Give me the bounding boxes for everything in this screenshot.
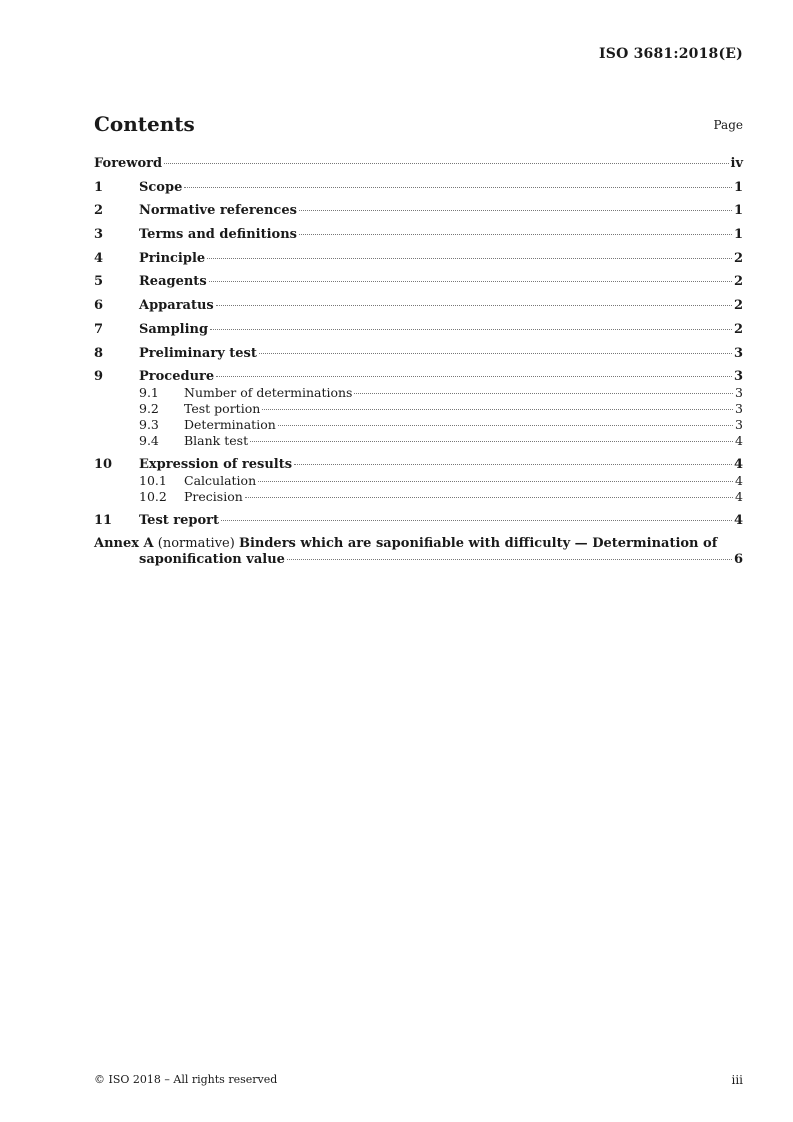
toc-subentry-number: 10.1 <box>139 472 167 488</box>
toc-subentry-label: Calculation <box>184 472 257 488</box>
toc-entry-page: iv <box>730 156 743 171</box>
dot-leader <box>207 258 732 259</box>
dot-leader <box>299 234 732 235</box>
toc-entry-label: Foreword <box>94 156 163 171</box>
page-column-heading: Page <box>713 118 743 132</box>
toc-entry-10[interactable] <box>94 457 743 473</box>
toc-subentry-number: 9.4 <box>139 433 159 449</box>
toc-subentry-10-2[interactable] <box>94 489 743 505</box>
toc-entry-number: 6 <box>94 298 104 314</box>
dot-leader <box>216 376 732 377</box>
toc-entry-number: 7 <box>94 321 104 337</box>
dot-leader <box>294 464 732 465</box>
toc-subentry-9-3[interactable] <box>94 417 743 433</box>
toc-entry-label: Reagents <box>139 274 207 290</box>
toc-subentry-page: 3 <box>735 417 743 433</box>
toc-entry-2[interactable] <box>94 203 743 219</box>
toc-entry-label: Procedure <box>139 369 215 385</box>
toc-entry-label: Scope <box>139 179 183 195</box>
toc-entry-number: 5 <box>94 274 104 290</box>
page-number: iii <box>731 1073 743 1087</box>
dot-leader <box>221 520 732 521</box>
toc-subentry-number: 9.2 <box>139 401 159 417</box>
toc-entry-11[interactable] <box>94 513 743 529</box>
toc-subentry-9-1[interactable] <box>94 385 743 401</box>
dot-leader <box>278 425 733 426</box>
toc-subentry-number: 9.1 <box>139 385 159 401</box>
toc-subentry-page: 4 <box>735 472 743 488</box>
toc-entry-9[interactable] <box>94 369 743 385</box>
document-id: ISO 3681:2018(E) <box>599 46 743 62</box>
toc-subentry-page: 4 <box>735 488 743 504</box>
toc-entry-1[interactable] <box>94 180 743 196</box>
toc-entry-page: 3 <box>733 345 743 361</box>
toc-entry-page: 2 <box>733 321 743 337</box>
toc-subentry-label: Test portion <box>184 401 261 417</box>
toc-subentry-label: Precision <box>184 488 243 504</box>
toc-entry-label: Sampling <box>139 321 209 337</box>
toc-entry-number: 3 <box>94 227 104 243</box>
toc-entry-4[interactable] <box>94 251 743 267</box>
toc-entry-label: Test report <box>139 512 220 528</box>
toc-entry-page: 2 <box>733 274 743 290</box>
dot-leader <box>209 281 732 282</box>
dot-leader <box>299 210 732 211</box>
toc-entry-page: 4 <box>733 512 743 528</box>
toc-entry-label: Terms and definitions <box>139 227 297 243</box>
toc-entry-page: 1 <box>733 203 743 219</box>
toc-entry-page: 1 <box>733 179 743 195</box>
toc-entry-number: 11 <box>94 512 113 528</box>
toc-entry-page: 4 <box>733 456 743 472</box>
annex-type: (normative) <box>157 536 235 552</box>
toc-subentry-page: 3 <box>735 385 743 401</box>
toc-entry-page: 6 <box>733 552 743 568</box>
dot-leader <box>164 163 728 164</box>
dot-leader <box>258 481 733 482</box>
toc-entry-page: 2 <box>733 298 743 314</box>
toc-entry-page: 2 <box>733 250 743 266</box>
toc-subentry-label: Number of determinations <box>184 385 353 401</box>
dot-leader <box>262 409 733 410</box>
toc-subentry-page: 4 <box>735 433 743 449</box>
toc-entry-6[interactable] <box>94 298 743 314</box>
toc-entry-8[interactable] <box>94 346 743 362</box>
copyright-notice: © ISO 2018 – All rights reserved <box>94 1073 278 1086</box>
dot-leader <box>184 187 732 188</box>
annex-prefix: Annex A <box>94 536 154 552</box>
toc-entry-label: Normative references <box>139 203 297 219</box>
toc-entry-number: 2 <box>94 203 104 219</box>
toc-entry-number: 9 <box>94 369 104 385</box>
dot-leader <box>259 353 732 354</box>
toc-subentry-page: 3 <box>735 401 743 417</box>
toc-subentry-9-4[interactable] <box>94 433 743 449</box>
toc-entry-label: Expression of results <box>139 456 293 472</box>
toc-subentry-label: Determination <box>184 417 276 433</box>
toc-entry-label: Principle <box>139 250 206 266</box>
toc-entry-number: 1 <box>94 179 104 195</box>
toc-subentry-10-1[interactable] <box>94 473 743 489</box>
dot-leader <box>250 441 733 442</box>
toc-entry-3[interactable] <box>94 227 743 243</box>
toc-subentry-number: 10.2 <box>139 488 167 504</box>
toc-entry-page: 3 <box>733 369 743 385</box>
toc-subentry-9-2[interactable] <box>94 401 743 417</box>
annex-title-line2: saponification value <box>139 552 285 568</box>
toc-entry-annex-a[interactable] <box>94 536 743 568</box>
toc-subentry-label: Blank test <box>184 433 249 449</box>
toc-entry-5[interactable] <box>94 274 743 290</box>
toc-entry-label: Preliminary test <box>139 345 257 361</box>
dot-leader <box>216 305 732 306</box>
toc-entry-number: 8 <box>94 345 104 361</box>
dot-leader <box>210 329 732 330</box>
toc-entry-number: 10 <box>94 456 113 472</box>
toc-subentry-number: 9.3 <box>139 417 159 433</box>
toc-entry-foreword[interactable] <box>94 156 743 172</box>
page-title: Contents <box>94 112 195 136</box>
dot-leader <box>354 393 733 394</box>
toc-entry-number: 4 <box>94 250 104 266</box>
toc-entry-label: Apparatus <box>139 298 214 314</box>
annex-title-line1: Binders which are saponifiable with difficulty — Determination of <box>238 536 718 552</box>
dot-leader <box>287 559 732 560</box>
table-of-contents <box>94 156 743 568</box>
dot-leader <box>245 497 733 498</box>
toc-entry-7[interactable] <box>94 322 743 338</box>
toc-entry-page: 1 <box>733 227 743 243</box>
